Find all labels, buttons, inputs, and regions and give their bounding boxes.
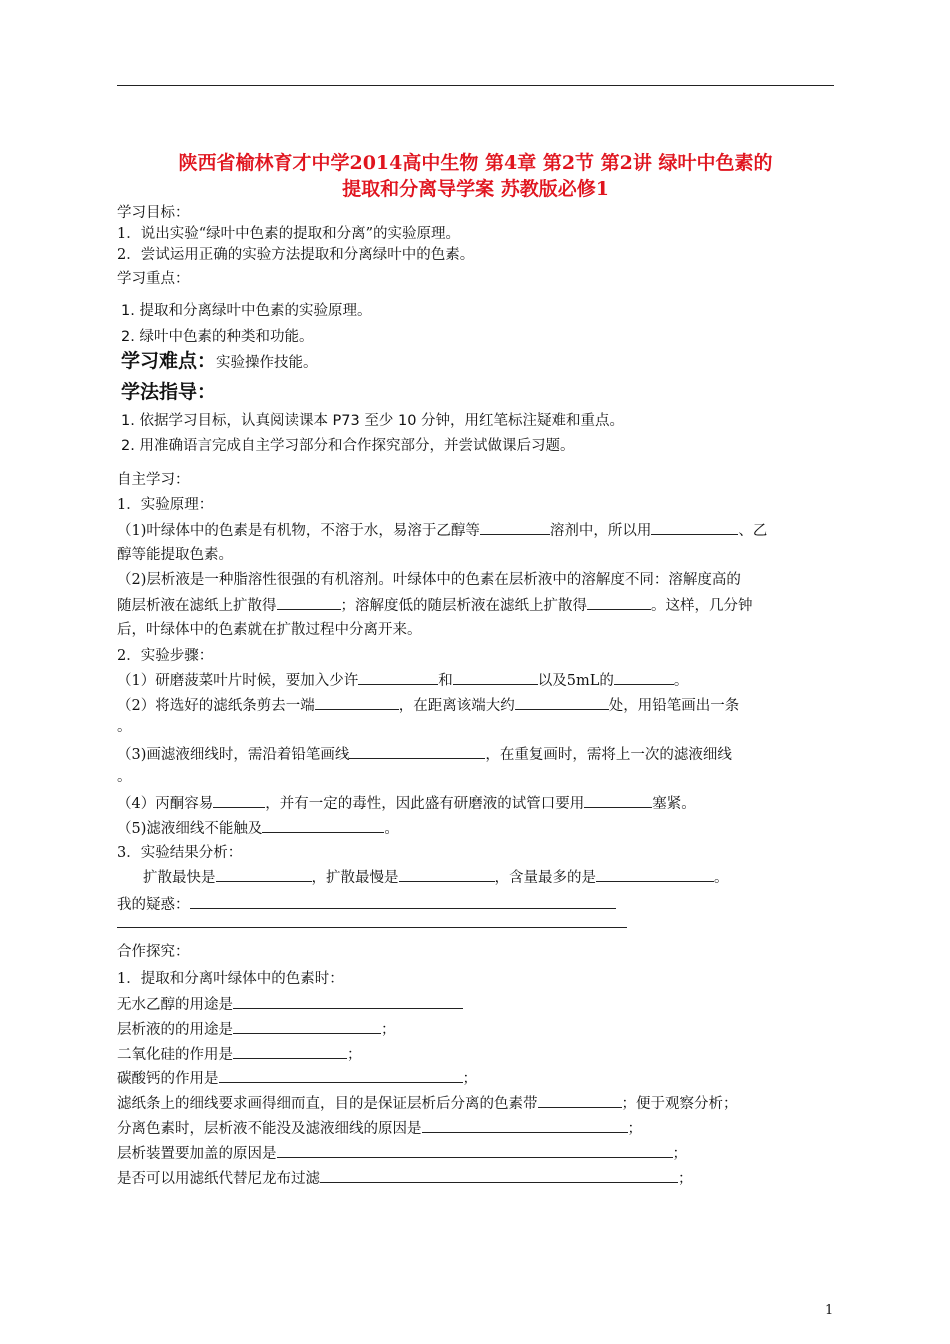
step-1-text-c: 以及5mL的 [537, 673, 614, 689]
steps-heading: 2．实验步骤： [117, 648, 214, 664]
answer-blank[interactable] [262, 817, 384, 833]
answer-blank[interactable] [358, 669, 438, 685]
coop-q2 [117, 1018, 396, 1041]
goals-item-2: 2．尝试运用正确的实验方法提取和分离绿叶中的色素。 [117, 247, 475, 263]
answer-blank[interactable] [614, 669, 674, 685]
method-item-1: 1. 依据学习目标，认真阅读课本 P73 至少 10 分钟，用红笔标注疑难和重点。 [121, 413, 625, 429]
goals-item-1: 1．说出实验“绿叶中色素的提取和分离”的实验原理。 [117, 226, 461, 242]
principle-1-text-c: 、乙 [738, 523, 768, 539]
answer-blank[interactable] [538, 1092, 622, 1108]
step-2-text-c: 处，用铅笔画出一条 [608, 698, 740, 714]
coop-q1-text: 无水乙醇的用途是 [117, 997, 233, 1013]
document-title-line-2: 提取和分离导学案 苏教版必修1 [342, 178, 609, 200]
answer-blank[interactable] [515, 694, 609, 710]
principle-2-line-1: （2)层析液是一种脂溶性很强的有机溶剂。叶绿体中的色素在层析液中的溶解度不同：溶解度高的 [117, 572, 741, 588]
coop-q6-text: 分离色素时，层析液不能没及滤液细线的原因是 [117, 1121, 422, 1137]
method-label: 学法指导： [121, 381, 217, 403]
coop-q3 [117, 1043, 362, 1066]
coop-heading: 合作探究： [117, 944, 190, 960]
results-text-a: 扩散最快是 [143, 870, 216, 886]
principle-2-line-2 [117, 594, 753, 617]
answer-blank[interactable] [216, 866, 312, 882]
step-2-text-a: （2）将选好的滤纸条剪去一端 [117, 698, 315, 714]
step-3-text-b: ，在重复画时，需将上一次的滤液细线 [485, 747, 732, 763]
coop-q4-text: 碳酸钙的作用是 [117, 1071, 219, 1087]
principle-2-line-3: 后，叶绿体中的色素就在扩散过程中分离开来。 [117, 622, 422, 638]
step-4-text-b: ，并有一定的毒性，因此盛有研磨液的试管口要用 [265, 796, 585, 812]
semicolon: ； [672, 1146, 687, 1162]
answer-blank[interactable] [422, 1117, 628, 1133]
answer-blank[interactable] [219, 1067, 463, 1083]
coop-q8 [117, 1167, 693, 1190]
coop-q5-text-b: ；便于观察分析； [621, 1096, 738, 1112]
answer-blank[interactable] [277, 594, 341, 610]
semicolon: ； [627, 1121, 642, 1137]
difficulty-row [121, 350, 318, 374]
results-text-b: ，扩散最慢是 [311, 870, 399, 886]
principle-2-text-b: 随层析液在滤纸上扩散得 [117, 598, 277, 614]
doubt-line-2 [117, 912, 627, 935]
principle-1-line-2: 醇等能提取色素。 [117, 547, 233, 563]
step-1-text-b: 和 [438, 673, 453, 689]
coop-question-heading: 1．提取和分离叶绿体中的色素时： [117, 971, 344, 987]
document-title-line-1: 陕西省榆林育才中学2014高中生物 第4章 第2节 第2讲 绿叶中色素的 [178, 152, 773, 174]
answer-blank[interactable] [349, 743, 485, 759]
step-2-text-b: ，在距离该端大约 [398, 698, 515, 714]
principle-2-text-c: ；溶解度低的随层析液在滤纸上扩散得 [340, 598, 587, 614]
principle-1-text-a: （1)叶绿体中的色素是有机物，不溶于水，易溶于乙醇等 [117, 523, 480, 539]
answer-blank[interactable] [480, 519, 550, 535]
answer-blank[interactable] [277, 1142, 673, 1158]
self-study-heading: 自主学习： [117, 472, 190, 488]
semicolon: ； [678, 1171, 693, 1187]
results-line [143, 866, 729, 889]
coop-q6 [117, 1117, 642, 1140]
step-2-line-1 [117, 694, 739, 717]
method-item-2: 2. 用准确语言完成自主学习部分和合作探究部分，并尝试做课后习题。 [121, 438, 575, 454]
answer-blank[interactable] [651, 519, 738, 535]
step-5-text-b: 。 [384, 821, 399, 837]
step-1-text-a: （1）研磨菠菜叶片时候，要加入少许 [117, 673, 359, 689]
step-1-text-d: 。 [673, 673, 689, 689]
answer-blank[interactable] [587, 594, 651, 610]
results-text-d: 。 [714, 870, 729, 886]
coop-q5 [117, 1092, 738, 1115]
goals-heading: 学习目标： [117, 205, 190, 221]
answer-blank[interactable] [453, 669, 538, 685]
step-5-text-a: （5)滤液细线不能触及 [117, 821, 263, 837]
answer-blank[interactable] [399, 866, 495, 882]
key-point-2: 2. 绿叶中色素的种类和功能。 [121, 329, 314, 345]
answer-blank[interactable] [233, 993, 463, 1009]
answer-blank[interactable] [117, 912, 627, 928]
answer-blank[interactable] [233, 1018, 381, 1034]
principle-heading: 1．实验原理： [117, 497, 214, 513]
page-number: 1 [825, 1303, 834, 1318]
answer-blank[interactable] [213, 792, 265, 808]
answer-blank[interactable] [596, 866, 714, 882]
coop-q8-text: 是否可以用滤纸代替尼龙布过滤 [117, 1171, 320, 1187]
coop-q7-text: 层析装置要加盖的原因是 [117, 1146, 277, 1162]
semicolon: ； [347, 1047, 362, 1063]
step-4 [117, 792, 696, 815]
semicolon: ； [462, 1071, 477, 1087]
step-3-line-1 [117, 743, 732, 766]
answer-blank[interactable] [190, 893, 616, 909]
answer-blank[interactable] [320, 1167, 678, 1183]
coop-q1 [117, 993, 463, 1016]
coop-q5-text-a: 滤纸条上的细线要求画得细而直，目的是保证层析后分离的色素带 [117, 1096, 538, 1112]
step-4-text-c: 塞紧。 [652, 796, 696, 812]
answer-blank[interactable] [315, 694, 399, 710]
results-heading: 3．实验结果分析： [117, 845, 243, 861]
step-1 [117, 669, 688, 692]
difficulty-label: 学习难点： [121, 350, 217, 372]
coop-q2-text: 层析液的的用途是 [117, 1022, 233, 1038]
key-points-heading: 学习重点： [117, 271, 190, 287]
coop-q4 [117, 1067, 477, 1090]
step-3-text-a: （3)画滤液细线时，需沿着铅笔画线 [117, 747, 350, 763]
semicolon: ； [381, 1022, 396, 1038]
difficulty-text: 实验操作技能。 [216, 355, 318, 371]
step-5 [117, 817, 399, 840]
answer-blank[interactable] [233, 1043, 347, 1059]
step-4-text-a: （4）丙酮容易 [117, 796, 214, 812]
step-2-line-2: 。 [117, 719, 132, 735]
key-point-1: 1. 提取和分离绿叶中色素的实验原理。 [121, 303, 372, 319]
answer-blank[interactable] [584, 792, 652, 808]
header-rule [117, 85, 834, 86]
principle-1-text-b: 溶剂中，所以用 [549, 523, 652, 539]
coop-q3-text: 二氧化硅的作用是 [117, 1047, 233, 1063]
coop-q7 [117, 1142, 687, 1165]
doubt-label: 我的疑惑： [117, 897, 190, 913]
results-text-c: ，含量最多的是 [494, 870, 596, 886]
step-3-line-2: 。 [117, 769, 132, 785]
principle-2-text-d: 。这样，几分钟 [651, 598, 753, 614]
principle-1-line-1 [117, 519, 767, 542]
